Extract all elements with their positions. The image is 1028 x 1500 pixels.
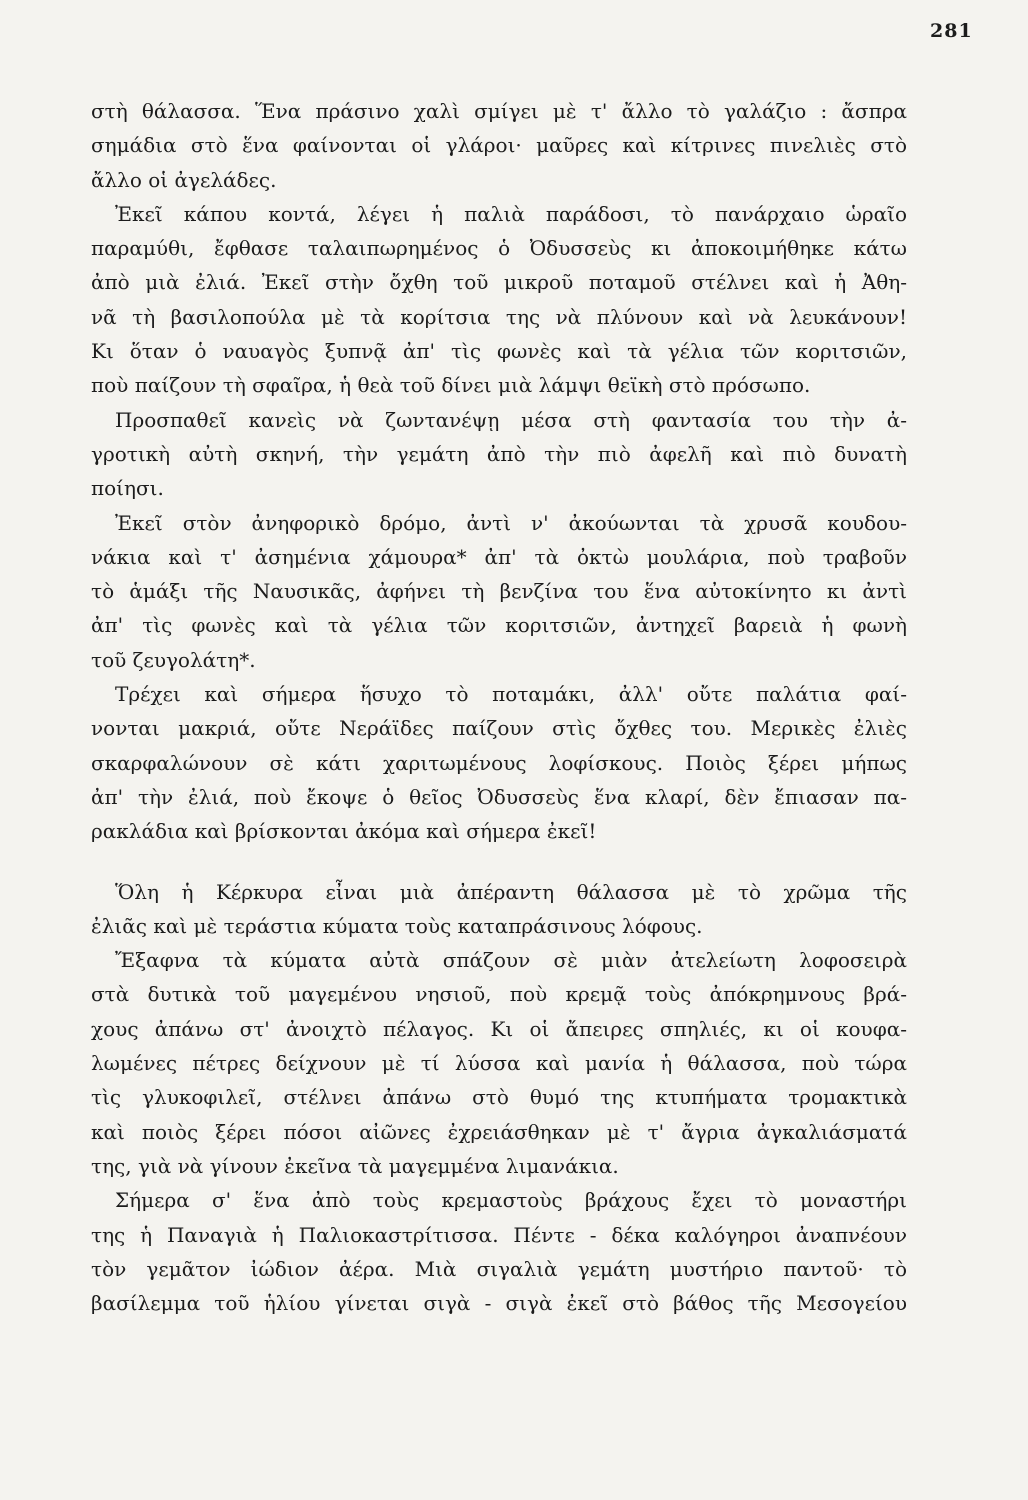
text-line: ἀπ' τὴν ἐλιά, ποὺ ἔκοψε ὁ θεῖος Ὀδυσσεὺς ἕνα κλαρί, δὲν ἔπιασαν πα- <box>91 784 907 809</box>
text-line: νᾶ τὴ βασιλοπούλα μὲ τὰ κορίτσια της νὰ πλύνουν καὶ νὰ λευκάνουν! <box>91 304 907 329</box>
text-line: σημάδια στὸ ἕνα φαίνονται οἱ γλάροι· μαῦρες καὶ κίτρινες πινελιὲς στὸ <box>91 133 907 158</box>
text-line: χους ἀπάνω στ' ἀνοιχτὸ πέλαγος. Κι οἱ ἄπειρες σπηλιές, κι οἱ κουφα- <box>91 1016 907 1041</box>
text-line: ἀπὸ μιὰ ἐλιά. Ἐκεῖ στὴν ὄχθη τοῦ μικροῦ ποταμοῦ στέλνει καὶ ἡ Ἀθη- <box>91 270 907 295</box>
text-line: ἄλλο οἱ ἀγελάδες. <box>91 167 277 192</box>
paragraph <box>91 875 907 944</box>
text-line: Ὅλη ἡ Κέρκυρα εἶναι μιὰ ἀπέραντη θάλασσα μὲ τὸ χρῶμα τῆς <box>115 879 907 904</box>
section-gap <box>91 849 907 875</box>
text-line: βασίλεμμα τοῦ ἡλίου γίνεται σιγὰ - σιγὰ ἐκεῖ στὸ βάθος τῆς Μεσογείου <box>91 1291 907 1316</box>
text-line: Ἔξαφνα τὰ κύματα αὐτὰ σπάζουν σὲ μιὰν ἀτελείωτη λοφοσειρὰ <box>115 948 907 973</box>
page-number: 281 <box>930 20 973 42</box>
text-line: τὶς γλυκοφιλεῖ, στέλνει ἀπάνω στὸ θυμό της κτυπήματα τρομακτικὰ <box>91 1085 907 1110</box>
text-line: ποὺ παίζουν τὴ σφαῖρα, ἡ θεὰ τοῦ δίνει μιὰ λάμψι θεϊκὴ στὸ πρόσωπο. <box>91 373 811 398</box>
text-line: τὸν γεμᾶτον ἰώδιον ἀέρα. Μιὰ σιγαλιὰ γεμάτη μυστήριο παντοῦ· τὸ <box>91 1256 907 1281</box>
paragraph <box>91 1183 907 1320</box>
text-line: Ἐκεῖ στὸν ἀνηφορικὸ δρόμο, ἀντὶ ν' ἀκούωνται τὰ χρυσᾶ κουδου- <box>115 510 907 535</box>
text-line: νονται μακριά, οὔτε Νεράϊδες παίζουν στὶς ὄχθες του. Μερικὲς ἐλιὲς <box>91 716 907 741</box>
text-line: ρακλάδια καὶ βρίσκονται ἀκόμα καὶ σήμερα ἐκεῖ! <box>91 819 597 844</box>
text-line: Τρέχει καὶ σήμερα ἥσυχο τὸ ποταμάκι, ἀλλ' οὔτε παλάτια φαί- <box>115 682 907 707</box>
paragraph <box>91 197 907 403</box>
text-line: Κι ὅταν ὁ ναυαγὸς ξυπνᾷ ἀπ' τὶς φωνὲς καὶ τὰ γέλια τῶν κοριτσιῶν, <box>91 339 907 364</box>
paragraph <box>91 94 907 197</box>
text-line: Ἐκεῖ κάπου κοντά, λέγει ἡ παλιὰ παράδοσι, τὸ πανάρχαιο ὡραῖο <box>115 201 907 226</box>
text-line: Προσπαθεῖ κανεὶς νὰ ζωντανέψῃ μέσα στὴ φαντασία του τὴν ἀ- <box>115 407 907 432</box>
text-line: Σήμερα σ' ἕνα ἀπὸ τοὺς κρεμαστοὺς βράχους ἔχει τὸ μοναστήρι <box>115 1188 907 1213</box>
text-line: στὴ θάλασσα. Ἕνα πράσινο χαλὶ σμίγει μὲ τ' ἄλλο τὸ γαλάζιο : ἄσπρα <box>91 99 907 123</box>
text-line: παραμύθι, ἔφθασε ταλαιπωρημένος ὁ Ὀδυσσεὺς κι ἀποκοιμήθηκε κάτω <box>91 236 907 261</box>
page-body <box>91 94 907 1320</box>
text-line: τὸ ἁμάξι τῆς Ναυσικᾶς, ἀφήνει τὴ βενζίνα του ἕνα αὐτοκίνητο κι ἀντὶ <box>91 579 907 604</box>
text-line: ἀπ' τὶς φωνὲς καὶ τὰ γέλια τῶν κοριτσιῶν, ἀντηχεῖ βαρειὰ ἡ φωνὴ <box>91 613 907 638</box>
text-line: καὶ ποιὸς ξέρει πόσοι αἰῶνες ἐχρειάσθηκαν μὲ τ' ἄγρια ἀγκαλιάσματά <box>91 1119 907 1144</box>
text-line: λωμένες πέτρες δείχνουν μὲ τί λύσσα καὶ μανία ἡ θάλασσα, ποὺ τώρα <box>91 1051 907 1076</box>
text-line: γροτικὴ αὐτὴ σκηνή, τὴν γεμάτη ἀπὸ τὴν πιὸ ἀφελῆ καὶ πιὸ δυνατὴ <box>91 441 907 466</box>
text-line: σκαρφαλώνουν σὲ κάτι χαριτωμένους λοφίσκους. Ποιὸς ξέρει μήπως <box>91 750 907 775</box>
text-line: της ἡ Παναγιὰ ἡ Παλιοκαστρίτισσα. Πέντε - δέκα καλόγηροι ἀναπνέουν <box>91 1222 907 1247</box>
text-line: της, γιὰ νὰ γίνουν ἐκεῖνα τὰ μαγεμμένα λιμανάκια. <box>91 1153 619 1178</box>
paragraph <box>91 677 907 848</box>
paragraph <box>91 943 907 1183</box>
paragraph <box>91 403 907 506</box>
text-line: ἐλιᾶς καὶ μὲ τεράστια κύματα τοὺς καταπράσινους λόφους. <box>91 913 703 938</box>
text-line: τοῦ ζευγολάτη*. <box>91 647 256 672</box>
text-line: ποίησι. <box>91 476 164 501</box>
text-line: στὰ δυτικὰ τοῦ μαγεμένου νησιοῦ, ποὺ κρεμᾷ τοὺς ἀπόκρημνους βρά- <box>91 982 907 1007</box>
text-line: νάκια καὶ τ' ἀσημένια χάμουρα* ἀπ' τὰ ὀκτὼ μουλάρια, ποὺ τραβοῦν <box>91 544 907 569</box>
paragraph <box>91 506 907 677</box>
